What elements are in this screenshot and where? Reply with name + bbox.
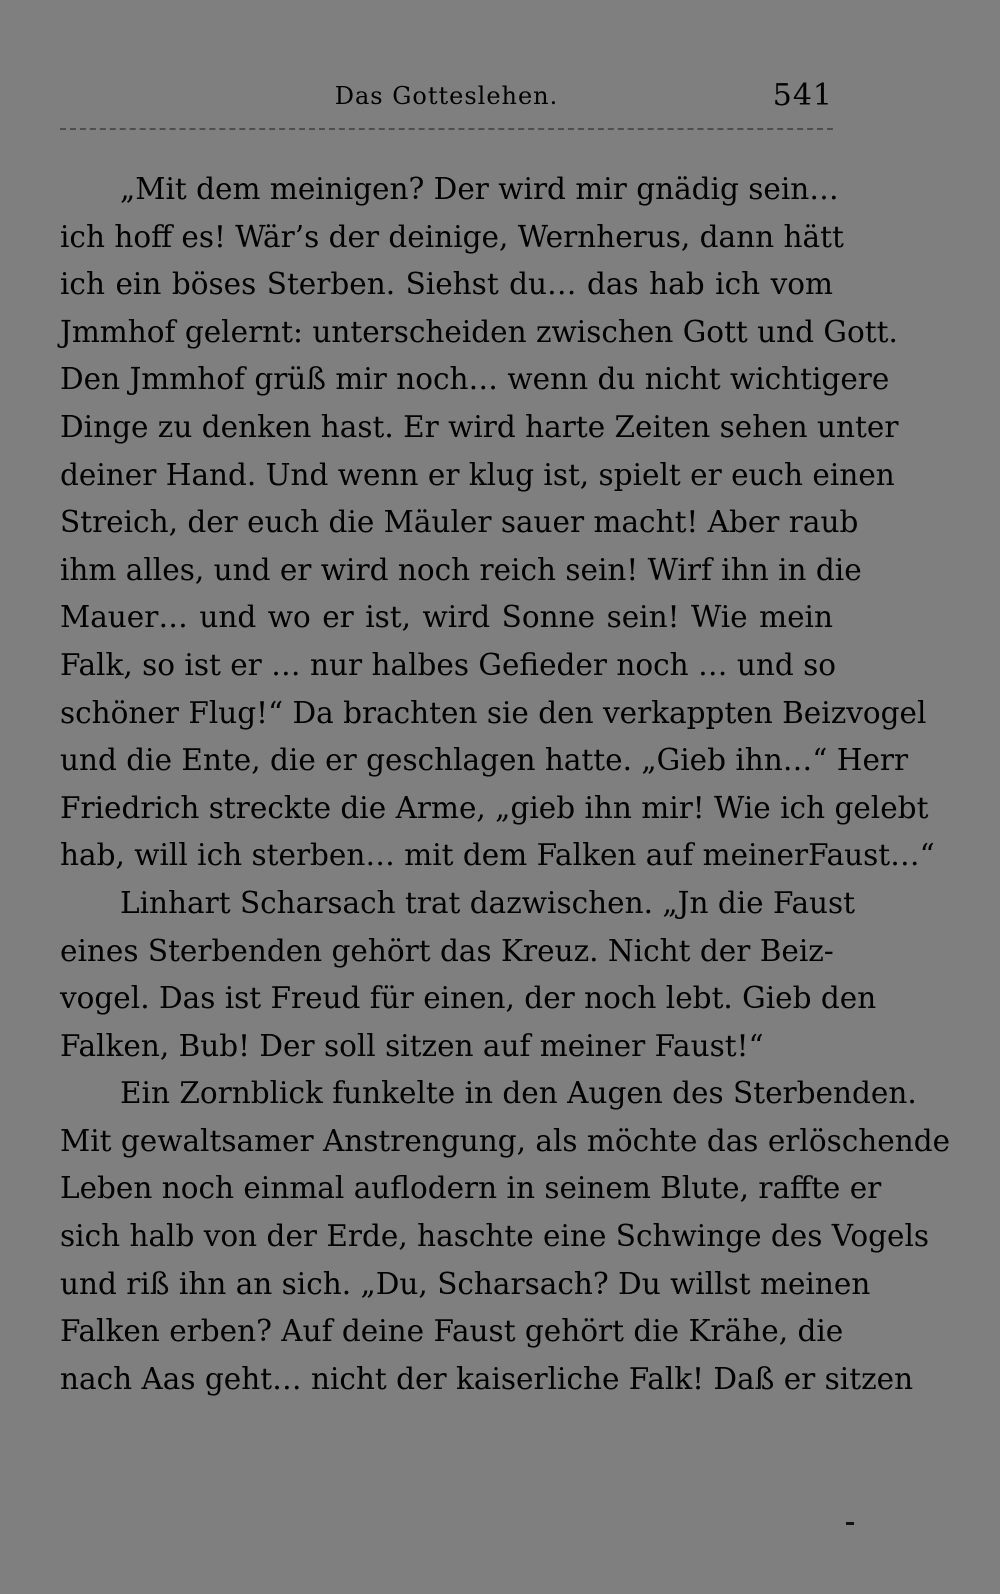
text-line: Dinge zu denken hast. Er wird harte Zeiten sehen unter <box>60 409 899 444</box>
text-line: Jmmhof gelernt: unterscheiden zwischen Gott und Gott. <box>60 314 898 349</box>
text-line: Linhart Scharsach trat dazwischen. „Jn die Faust <box>120 885 856 920</box>
text-line: Ein Zornblick funkelte in den Augen des Sterbenden. <box>120 1076 917 1111</box>
text-line: ihm alles, und er wird noch reich sein! Wirf ihn in die <box>60 552 862 587</box>
text-line: Mit gewaltsamer Anstrengung, als möchte das erlöschende <box>60 1123 951 1158</box>
page-number: 541 <box>772 78 833 113</box>
text-line: deiner Hand. Und wenn er klug ist, spielt er euch einen <box>60 457 895 492</box>
text-line: und die Ente, die er geschlagen hatte. „Gieb ihn…“ Herr <box>60 743 909 778</box>
text-line: Leben noch einmal auflodern in seinem Blute, raffte er <box>60 1171 882 1206</box>
running-head <box>60 78 833 122</box>
text-line: und riß ihn an sich. „Du, Scharsach? Du willst meinen <box>60 1266 871 1301</box>
body-text <box>60 166 951 1403</box>
text-line: vogel. Das ist Freud für einen, der noch lebt. Gieb den <box>60 981 877 1016</box>
text-line: nach Aas geht… nicht der kaiserliche Falk! Daß er sitzen <box>60 1361 914 1396</box>
text-line: Falken, Bub! Der soll sitzen auf meiner Faust!“ <box>60 1028 764 1063</box>
text-line: ich ein böses Sterben. Siehst du… das hab ich vom <box>60 267 833 302</box>
text-line: Falken erben? Auf deine Faust gehört die Krähe, die <box>60 1314 844 1349</box>
running-title: Das Gotteslehen. <box>334 82 559 110</box>
text-line: hab, will ich sterben… mit dem Falken auf meinerFaust…“ <box>60 838 935 873</box>
text-line: ich hoff es! Wär’s der deinige, Wernherus, dann hätt <box>60 219 844 254</box>
text-line: sich halb von der Erde, haschte eine Schwinge des Vogels <box>60 1219 930 1254</box>
header-divider <box>60 128 833 130</box>
text-line: Mauer… und wo er ist, wird Sonne sein! Wie mein <box>60 600 833 635</box>
text-line: Den Jmmhof grüß mir noch… wenn du nicht wichtigere <box>60 362 890 397</box>
text-line: Streich, der euch die Mäuler sauer macht! Aber raub <box>60 505 859 540</box>
text-line: eines Sterbenden gehört das Kreuz. Nicht der Beiz- <box>60 933 834 968</box>
print-speck <box>846 1522 854 1525</box>
text-line: „Mit dem meinigen? Der wird mir gnädig sein… <box>120 172 839 206</box>
text-line: schöner Flug!“ Da brachten sie den verkappten Beizvogel <box>60 695 927 730</box>
text-line: Falk, so ist er … nur halbes Gefieder noch … und so <box>60 647 837 682</box>
text-line: Friedrich streckte die Arme, „gieb ihn mir! Wie ich gelebt <box>60 790 929 825</box>
